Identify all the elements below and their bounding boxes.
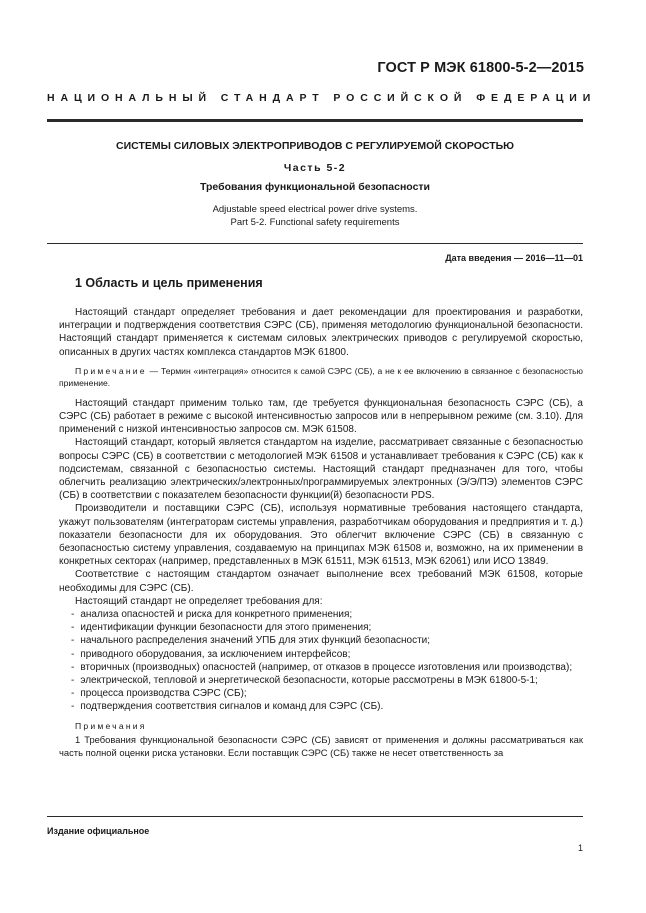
introduction-date: Дата введения — 2016—11—01 bbox=[445, 253, 583, 263]
list-item bbox=[59, 687, 583, 700]
list-bullet: - bbox=[71, 635, 75, 647]
footer-rule bbox=[47, 816, 583, 817]
paragraph: Производители и поставщики СЭРС (СБ), используя нормативные требования настоящего стандарта, укажут пользователям (интеграторам системы управления, разработчикам оборудования и предприятия и т. д.) показатели безопасности для их оборудования. Это облегчит включение СЭРС (СБ) в связанную с безопасностью систему управления, создаваемую на принципах МЭК 61508 и, возможно, на их применении в конкретных секторах (например, представленных в МЭК 61511, МЭК 61513, МЭК 62061) или ИСО 13849. bbox=[59, 503, 583, 568]
list-item bbox=[59, 661, 583, 674]
title-rule bbox=[47, 243, 583, 244]
list-item bbox=[59, 608, 583, 621]
note-text: — Термин «интеграция» относится к самой СЭРС (СБ), а не к ее включению в связанное с безопасностью применение. bbox=[59, 365, 583, 388]
national-standard-banner: НАЦИОНАЛЬНЫЙ СТАНДАРТ РОССИЙСКОЙ ФЕДЕРАЦИИ bbox=[47, 92, 597, 104]
english-title bbox=[47, 203, 583, 229]
list-bullet: - bbox=[71, 675, 75, 687]
note bbox=[59, 365, 583, 389]
list-bullet: - bbox=[71, 701, 75, 713]
list-item-text: начального распределения значений УПБ для этих функций безопасности; bbox=[80, 635, 431, 647]
list-item-text: вторичных (производных) опасностей (например, от отказов в процессе изготовления или производства); bbox=[80, 661, 573, 673]
note-label: Примечание bbox=[75, 365, 147, 376]
list-bullet: - bbox=[71, 688, 75, 700]
document-subtitle: Требования функциональной безопасности bbox=[199, 181, 431, 193]
list-item bbox=[59, 674, 583, 687]
paragraph: Настоящий стандарт определяет требования и дает рекомендации для проектирования и разработки, интеграции и подтверждения соответствия СЭРС (СБ), применяя методологию функциональной безопасности. Настоящий стандарт применяется к системам силовых электрических приводов с регулируемой скоростью, описанных в других частях комплекса стандартов МЭК 61800. bbox=[59, 307, 583, 358]
list-item bbox=[59, 648, 583, 661]
list-bullet: - bbox=[71, 648, 75, 660]
list-item-text: электрической, тепловой и энергетической безопасности, которые рассмотрены в МЭК 61800-5-1; bbox=[80, 675, 538, 687]
list-item bbox=[59, 621, 583, 634]
english-title-line-2: Part 5-2. Functional safety requirements bbox=[230, 217, 400, 228]
note-1: 1 Требования функциональной безопасности СЭРС (СБ) зависят от применения и должны рассматриваться как часть полной оценки риска установки. Если поставщик СЭРС (СБ) также не несет ответственность за bbox=[59, 733, 583, 759]
paragraph: Настоящий стандарт не определяет требования для: bbox=[75, 595, 323, 607]
section-heading: 1 Область и цель применения bbox=[75, 276, 263, 290]
list-item-text: анализа опасностей и риска для конкретного применения; bbox=[80, 609, 353, 621]
paragraph: Настоящий стандарт, который является стандартом на изделие, рассматривает связанные с безопасностью вопросы СЭРС (СБ) в соответствии с методологией МЭК 61508 и устанавливает требования к СЭРС (СБ) как к подсистемам, связанной с безопасностью системы. Настоящий стандарт предназначен для того, чтобы облегчить реализацию электрических/электронных/программируемых электронных (Э/Э/ПЭ) элементов СЭРС (СБ) в соответствии с показателем безопасности функции(й) безопасности PDS. bbox=[59, 437, 583, 502]
notes-heading bbox=[59, 720, 583, 733]
document-title: СИСТЕМЫ СИЛОВЫХ ЭЛЕКТРОПРИВОДОВ С РЕГУЛИРУЕМОЙ СКОРОСТЬЮ bbox=[116, 140, 514, 152]
list-item bbox=[59, 700, 583, 713]
notes-label: Примечания bbox=[75, 720, 147, 731]
document-part: Часть 5-2 bbox=[283, 162, 347, 174]
list-bullet: - bbox=[71, 609, 75, 621]
list-item bbox=[59, 634, 583, 647]
list-item-text: приводного оборудования, за исключением интерфейсов; bbox=[80, 648, 351, 660]
paragraph: Соответствие с настоящим стандартом означает выполнение всех требований МЭК 61508, которые необходимы для СЭРС (СБ). bbox=[59, 569, 583, 594]
list-item-text: подтверждения соответствия сигналов и команд для СЭРС (СБ). bbox=[80, 701, 384, 713]
list-bullet: - bbox=[71, 661, 75, 673]
edition-label: Издание официальное bbox=[47, 826, 150, 836]
header-rule bbox=[47, 119, 583, 122]
list-bullet: - bbox=[71, 622, 75, 634]
list-item-text: идентификации функции безопасности для этого применения; bbox=[80, 622, 372, 634]
gost-code: ГОСТ Р МЭК 61800-5-2—2015 bbox=[377, 60, 584, 76]
page-number: 1 bbox=[577, 843, 583, 853]
english-title-line-1: Adjustable speed electrical power drive systems. bbox=[212, 204, 418, 215]
body-text bbox=[59, 306, 583, 759]
paragraph: Настоящий стандарт применим только там, где требуется функциональная безопасность СЭРС (СБ), а СЭРС (СБ) работает в режиме с высокой интенсивностью запросов или в непрерывном режиме (см. 3.10). Для применений с низкой интенсивностью запросов см. МЭК 61508. bbox=[59, 397, 583, 436]
requirements-list bbox=[59, 608, 583, 714]
list-item-text: процесса производства СЭРС (СБ); bbox=[80, 688, 247, 700]
